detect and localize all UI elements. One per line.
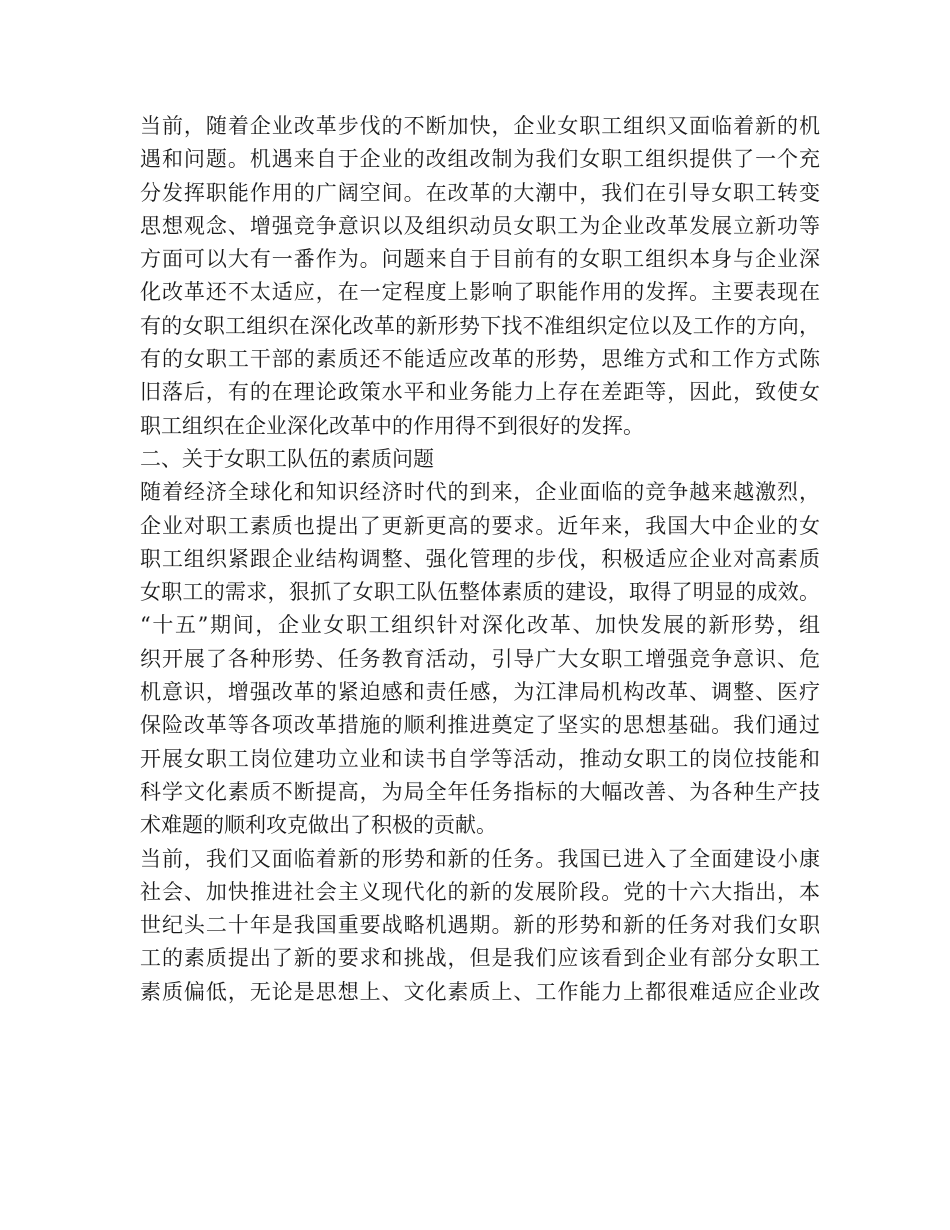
section-heading-text: 二、关于女职工队伍的素质问题	[140, 446, 434, 471]
text-line: 术难题的顺利攻克做出了积极的贡献。	[140, 813, 497, 838]
text-line: 当前，随着企业改革步伐的不断加快，企业女职工组织又面临着新的机	[140, 114, 820, 138]
text-line: 机意识，增强改革的紧迫感和责任感，为江津局机构改革、调整、医疗	[140, 680, 820, 705]
paragraph-3	[140, 843, 820, 1009]
text-line: 遇和问题。机遇来自于企业的改组改制为我们女职工组织提供了一个充	[140, 147, 820, 172]
text-line: 女职工的需求，狠抓了女职工队伍整体素质的建设，取得了明显的成效。	[140, 580, 820, 605]
paragraph-2	[140, 476, 820, 842]
text-line: 旧落后，有的在理论政策水平和业务能力上存在差距等，因此，致使女	[140, 380, 820, 405]
text-line: 开展女职工岗位建功立业和读书自学等活动，推动女职工的岗位技能和	[140, 746, 820, 771]
text-line: 社会、加快推进社会主义现代化的新的发展阶段。党的十六大指出，本	[140, 879, 820, 904]
text-line: 素质偏低，无论是思想上、文化素质上、工作能力上都很难适应企业改	[140, 979, 820, 1004]
text-line: 方面可以大有一番作为。问题来自于目前有的女职工组织本身与企业深	[140, 247, 820, 272]
text-line: 分发挥职能作用的广阔空间。在改革的大潮中，我们在引导女职工转变	[140, 180, 820, 205]
paragraph-1	[140, 110, 820, 443]
document-body	[140, 110, 820, 1009]
text-line: 职工组织紧跟企业结构调整、强化管理的步伐，积极适应企业对高素质	[140, 546, 820, 571]
text-line: 保险改革等各项改革措施的顺利推进奠定了坚实的思想基础。我们通过	[140, 713, 820, 738]
text-line: 思想观念、增强竞争意识以及组织动员女职工为企业改革发展立新功等	[140, 213, 820, 238]
text-line: 织开展了各种形势、任务教育活动，引导广大女职工增强竞争意识、危	[140, 646, 820, 671]
text-line: 化改革还不太适应，在一定程度上影响了职能作用的发挥。主要表现在	[140, 280, 820, 305]
text-line: 随着经济全球化和知识经济时代的到来，企业面临的竞争越来越激烈，	[140, 480, 820, 505]
text-line: 有的女职工干部的素质还不能适应改革的形势，思维方式和工作方式陈	[140, 347, 820, 372]
text-line: 当前，我们又面临着新的形势和新的任务。我国已进入了全面建设小康	[140, 846, 820, 871]
text-line: 工的素质提出了新的要求和挑战，但是我们应该看到企业有部分女职工	[140, 946, 820, 971]
text-line: 世纪头二十年是我国重要战略机遇期。新的形势和新的任务对我们女职	[140, 913, 820, 938]
text-line: 企业对职工素质也提出了更新更高的要求。近年来，我国大中企业的女	[140, 513, 820, 538]
text-line: “十五”期间，企业女职工组织针对深化改革、加快发展的新形势，组	[140, 613, 820, 638]
text-line: 科学文化素质不断提高，为局全年任务指标的大幅改善、为各种生产技	[140, 779, 820, 804]
section-heading	[140, 443, 820, 476]
text-line: 有的女职工组织在深化改革的新形势下找不准组织定位以及工作的方向，	[140, 313, 820, 338]
text-line: 职工组织在企业深化改革中的作用得不到很好的发挥。	[140, 413, 644, 438]
